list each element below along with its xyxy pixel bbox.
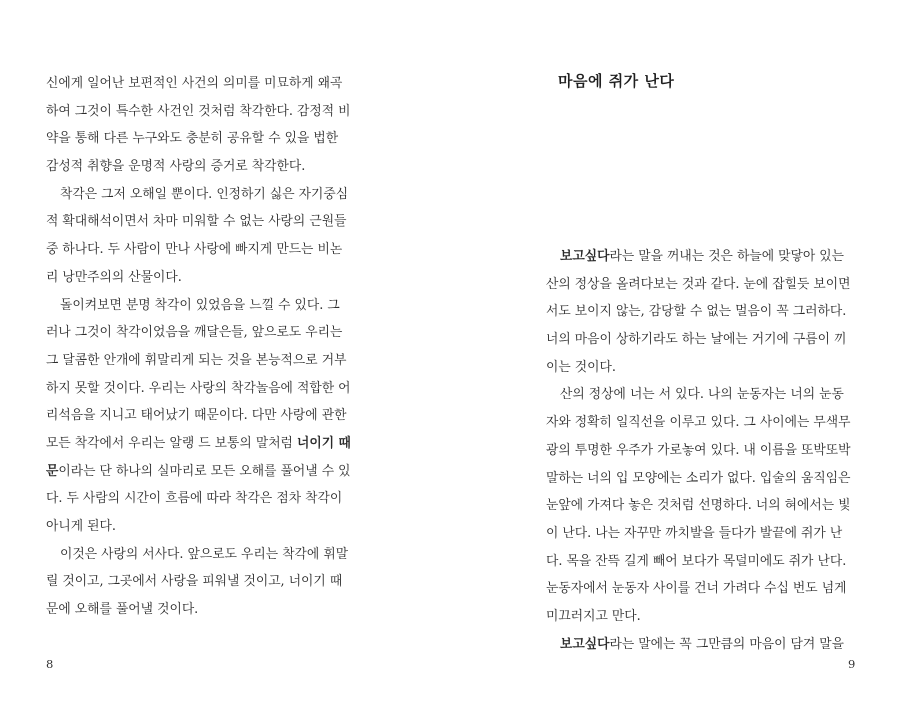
text-line: 착각은 그저 오해일 뿐이다. 인정하기 싫은 자기중심	[60, 186, 349, 202]
text-line: 아니게 된다.	[46, 519, 116, 534]
text-line: 리석음을 지니고 태어났기 때문이다. 다만 사랑에 관한	[46, 408, 347, 424]
text-line: 광의 투명한 우주가 가로놓여 있다. 내 이름을 또박또박	[546, 442, 851, 458]
text-line: 신에게 일어난 보편적인 사건의 의미를 미묘하게 왜곡	[46, 76, 343, 91]
text-line: 릴 것이고, 그곳에서 사랑을 피워낼 것이고, 너이기 때	[46, 574, 343, 590]
text-line: 산의 정상을 올려다보는 것과 같다. 눈에 잡힐듯 보이면	[546, 276, 851, 292]
text-line: 너의 마음이 상하기라도 하는 날에는 거기에 구름이 끼	[546, 332, 847, 348]
text-line	[46, 458, 358, 486]
text-line: 이는 것이다.	[546, 359, 616, 375]
text-line: 약을 통해 다른 누구와도 충분히 공유할 수 있을 법한	[46, 131, 339, 147]
text-line: 중 하나다. 두 사람이 만나 사랑에 빠지게 만드는 비논	[46, 242, 343, 258]
text-line	[546, 243, 858, 271]
text-line: 눈동자에서 눈동자 사이를 건너 가려다 수십 번도 넘게	[546, 581, 847, 597]
right-page-text	[546, 243, 858, 658]
text-segment: 이라는 단 하나의 실마리로 모든 오해를 풀어낼 수 있	[58, 463, 351, 479]
text-line: 서도 보이지 않는, 감당할 수 없는 멀음이 꼭 그러하다.	[546, 304, 847, 320]
bold-text: 보고싶다	[560, 249, 610, 264]
text-line: 돌이켜보면 분명 착각이 있었음을 느낄 수 있다. 그	[60, 297, 340, 313]
text-line	[546, 631, 858, 659]
text-line: 그 달콤한 안개에 휘말리게 되는 것을 본능적으로 거부	[46, 352, 347, 368]
text-line: 이것은 사랑의 서사다. 앞으로도 우리는 착각에 휘말	[60, 546, 349, 562]
text-line: 적 확대해석이면서 차마 미워할 수 없는 사랑의 근원들	[46, 214, 347, 230]
text-segment: 모든 착각에서 우리는 알랭 드 보통의 말처럼	[46, 435, 297, 451]
text-line: 말하는 너의 입 모양에는 소리가 없다. 입술의 움직임은	[546, 470, 851, 486]
text-line: 이 난다. 나는 자꾸만 까치발을 들다가 발끝에 쥐가 난	[546, 525, 843, 541]
bold-text: 너이기 때	[297, 435, 351, 451]
text-line: 눈앞에 가져다 놓은 것처럼 선명하다. 너의 혀에서는 빛	[546, 498, 851, 514]
left-page-number: 8	[46, 657, 54, 671]
text-line: 산의 정상에 너는 서 있다. 나의 눈동자는 너의 눈동	[560, 387, 844, 403]
text-line: 리 낭만주의의 산물이다.	[46, 269, 182, 285]
text-segment: 라는 말을 꺼내는 것은 하늘에 맞닿아 있는	[609, 249, 845, 264]
text-line: 다. 목을 잔뜩 길게 빼어 보다가 목덜미에도 쥐가 난다.	[546, 553, 847, 569]
text-line: 문에 오해를 풀어낼 것이다.	[46, 602, 199, 618]
text-line: 자와 정확히 일직선을 이루고 있다. 그 사이에는 무색무	[546, 415, 851, 431]
right-page	[450, 0, 900, 712]
text-line: 미끄러지고 만다.	[546, 608, 641, 624]
text-line: 감성적 취향을 운명적 사랑의 증거로 착각한다.	[46, 159, 306, 175]
text-line: 하여 그것이 특수한 사건인 것처럼 착각한다. 감정적 비	[46, 103, 351, 119]
chapter-title: 마음에 쥐가 난다	[558, 72, 675, 90]
text-line: 러나 그것이 착각이었음을 깨달은들, 앞으로도 우리는	[46, 325, 343, 341]
text-line: 다. 두 사람의 시간이 흐름에 따라 착각은 점차 착각이	[46, 491, 343, 507]
text-segment: 라는 말에는 꼭 그만큼의 마음이 담겨 말을	[609, 636, 845, 652]
text-line	[46, 430, 358, 458]
left-page-text	[46, 70, 358, 624]
text-line: 하지 못할 것이다. 우리는 사랑의 착각놀음에 적합한 어	[46, 380, 351, 396]
bold-text: 문	[46, 463, 59, 479]
right-page-number: 9	[848, 657, 856, 671]
bold-text: 보고싶다	[560, 636, 610, 652]
